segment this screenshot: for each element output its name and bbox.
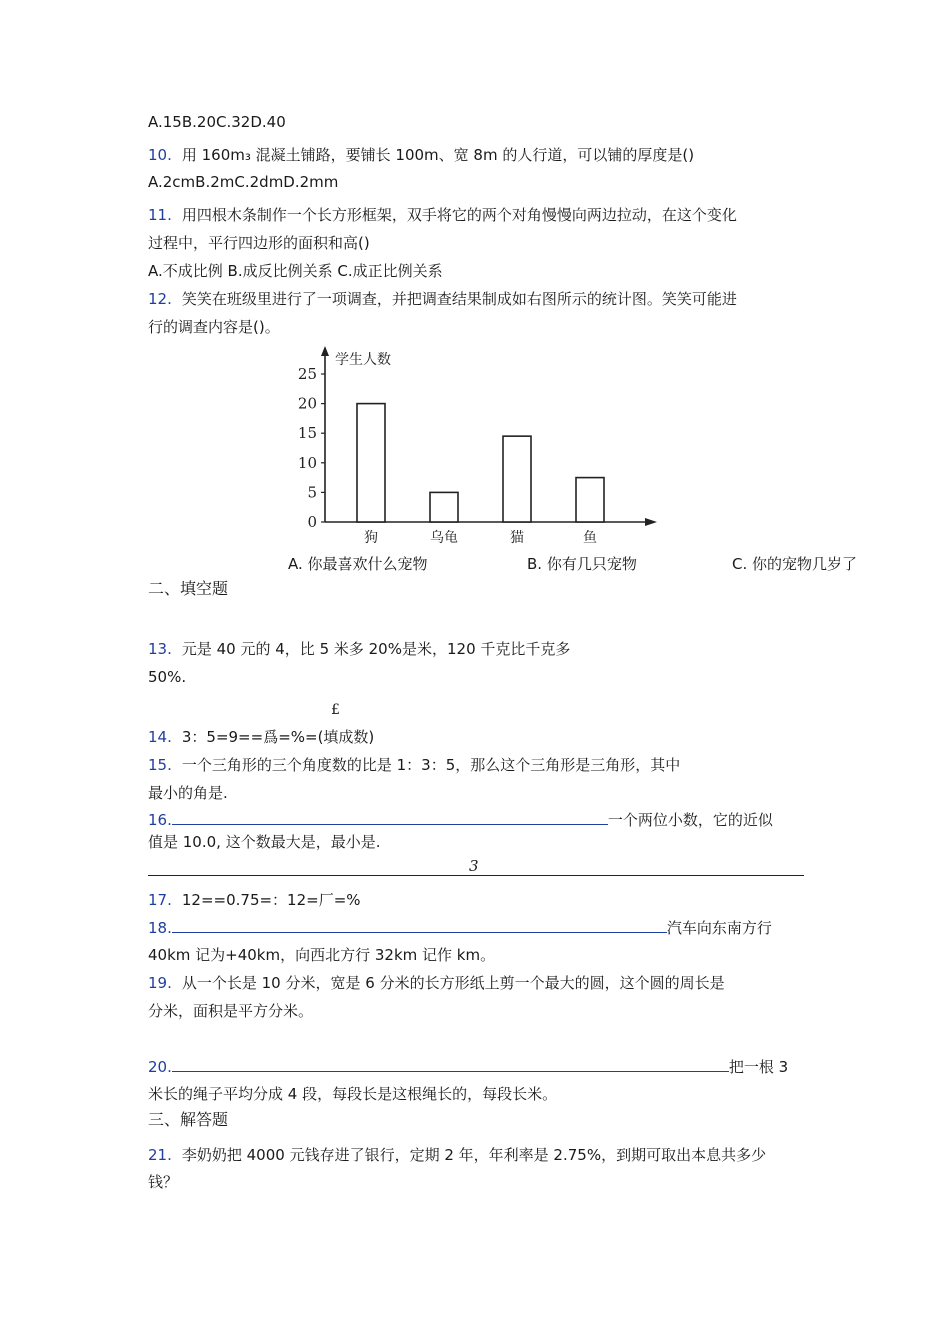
bar-chart-svg [285,344,660,554]
question-11 [148,205,737,225]
question-21-line2: 钱？ [148,1173,179,1191]
question-text: 一个三角形的三个角度数的比是 1：3：5，那么这个三角形是三角形，其中 [181,756,681,774]
question-text: 汽车向东南方行 [666,919,772,937]
question-number: 10. [148,146,172,164]
question-14 [148,727,374,747]
bar-0 [357,404,385,522]
y-axis-label: 学生人数 [335,352,391,368]
section-heading-solve: 三、解答题 [148,1110,229,1129]
question-text: 元是 40 元的 4，比 5 米多 20%是米，120 千克比千克多 [181,640,571,658]
question-18 [148,918,772,938]
question-18-line2: 40km 记为+40km，向西北方行 32km 记作 km。 [148,946,496,964]
question-12-line2: 行的调查内容是()。 [148,318,280,336]
question-text: 从一个长是 10 分米，宽是 6 分米的长方形纸上剪一个最大的圆，这个圆的周长是 [181,974,725,992]
question-text: 3：5=9==爲=%=(填成数) [181,728,375,746]
fraction-numeral: 3 [469,857,479,875]
question-17 [148,890,361,910]
option-b: B. 你有几只宠物 [527,555,637,573]
x-tick-label: 狗 [364,530,378,546]
question-number: 13. [148,640,172,658]
question-13 [148,639,570,659]
y-tick-label: 10 [297,453,317,472]
question-19-line2: 分米，面积是平方分米。 [148,1002,314,1020]
q10-options: A.2cmB.2mC.2dmD.2mm [148,173,339,191]
question-12 [148,289,737,309]
question-number: 21. [148,1146,172,1164]
y-tick-label: 25 [297,365,317,383]
option-c: C. 你的宠物几岁了 [732,555,858,573]
question-20 [148,1057,788,1077]
question-15 [148,755,680,775]
divider-line [148,875,804,876]
question-number: 12. [148,290,172,308]
question-number: 17. [148,891,172,909]
bar-2 [503,436,531,522]
question-number: 14. [148,728,172,746]
y-axis-arrow [321,346,329,356]
question-20-line2: 米长的绳子平均分成 4 段，每段长是这根绳长的，每段长米。 [148,1085,558,1103]
bar-1 [430,492,458,522]
question-number: 19. [148,974,172,992]
question-21 [148,1145,766,1165]
question-10 [148,145,694,165]
y-tick-label: 15 [297,424,317,443]
question-text: 李奶奶把 4000 元钱存进了银行，定期 2 年，年利率是 2.75%，到期可取出本息共多少 [181,1146,767,1164]
question-text: 用 160m₃ 混凝土铺路，要铺长 100m、宽 8m 的人行道，可以铺的厚度是() [181,146,695,164]
question-11-line2: 过程中，平行四边形的面积和高() [148,234,370,252]
question-number: 11. [148,206,172,224]
pound-sign: £ [331,702,340,718]
question-16-line2: 值是 10.0, 这个数最大是，最小是. [148,833,381,851]
question-number: 16. [148,811,172,829]
q12-options [0,553,950,575]
x-tick-label: 鱼 [583,530,597,546]
question-number: 18. [148,919,172,937]
answer-blank [172,918,667,933]
question-13-line2: 50%. [148,668,187,686]
question-text: 12==0.75=：12=厂=% [181,891,361,909]
bar-3 [576,478,604,522]
x-axis-arrow [645,518,657,526]
y-tick-label: 20 [297,394,317,413]
bar-chart [285,344,660,554]
question-15-line2: 最小的角是. [148,784,228,802]
answer-blank [172,810,608,825]
question-text: 用四根木条制作一个长方形框架，双手将它的两个对角慢慢向两边拉动，在这个变化 [181,206,737,224]
x-tick-label: 猫 [510,530,524,546]
question-text: 一个两位小数，它的近似 [607,811,773,829]
question-19 [148,973,725,993]
x-tick-label: 乌龟 [430,530,458,546]
section-heading-fill: 二、填空题 [148,579,229,598]
y-tick-label: 5 [307,483,317,502]
y-tick-label: 0 [307,513,317,531]
q11-options: A.不成比例 B.成反比例关系 C.成正比例关系 [148,262,443,280]
q9-options: A.15B.20C.32D.40 [148,113,286,131]
question-number: 20. [148,1058,172,1076]
question-text: 笑笑在班级里进行了一项调查，并把调查结果制成如右图所示的统计图。笑笑可能进 [181,290,737,308]
question-text: 把一根 3 [728,1058,789,1076]
question-16 [148,810,773,830]
answer-blank [172,1057,729,1072]
question-number: 15. [148,756,172,774]
option-a: A. 你最喜欢什么宠物 [288,555,428,573]
